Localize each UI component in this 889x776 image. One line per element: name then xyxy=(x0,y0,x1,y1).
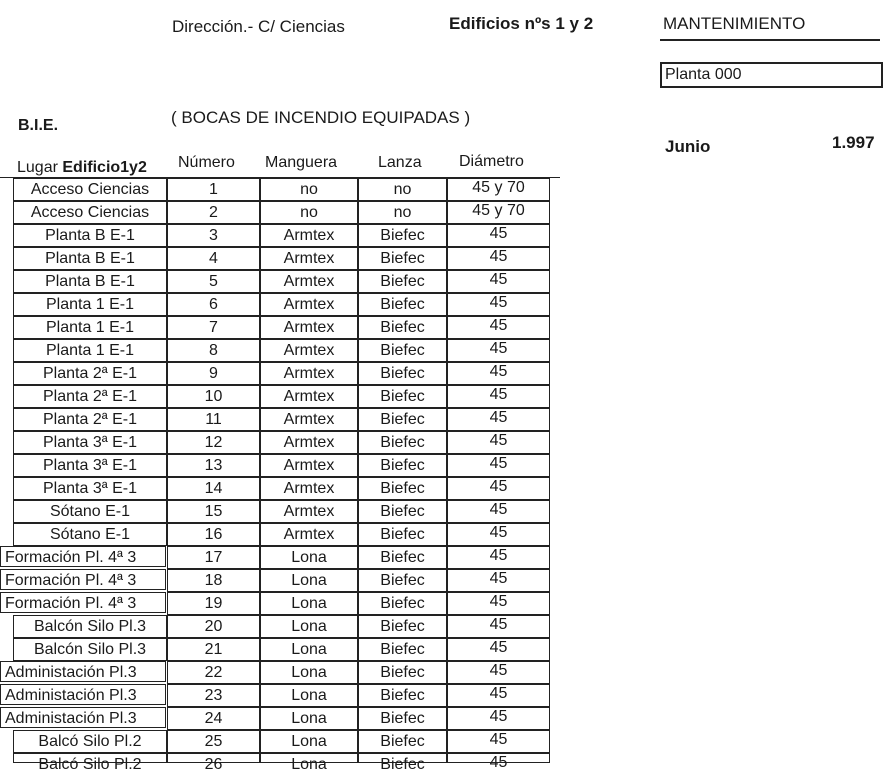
table-row xyxy=(0,569,560,592)
cell-numero: 18 xyxy=(167,569,260,592)
cell-lanza: Biefec xyxy=(358,500,447,523)
cell-manguera: Lona xyxy=(260,753,358,763)
cell-diametro: 45 xyxy=(447,454,550,477)
cell-lugar: Planta 3ª E-1 xyxy=(13,454,167,477)
cell-lugar: Formación Pl. 4ª 3 xyxy=(0,546,166,567)
cell-numero: 2 xyxy=(167,201,260,224)
cell-numero: 24 xyxy=(167,707,260,730)
cell-lugar: Planta 1 E-1 xyxy=(13,316,167,339)
cell-lanza: Biefec xyxy=(358,408,447,431)
cell-numero: 22 xyxy=(167,661,260,684)
cell-diametro: 45 xyxy=(447,362,550,385)
cell-diametro: 45 xyxy=(447,247,550,270)
cell-lugar: Acceso Ciencias xyxy=(13,178,167,201)
table-row xyxy=(0,408,560,431)
table-row xyxy=(0,454,560,477)
cell-lugar: Planta 1 E-1 xyxy=(13,339,167,362)
title-underline xyxy=(660,39,880,41)
cell-lugar: Administación Pl.3 xyxy=(0,707,166,728)
cell-lugar: Planta 2ª E-1 xyxy=(13,408,167,431)
cell-numero: 21 xyxy=(167,638,260,661)
section-code: B.I.E. xyxy=(18,117,59,134)
header-lugar-prefix: Lugar xyxy=(17,159,63,176)
cell-lugar: Balcón Silo Pl.3 xyxy=(13,615,167,638)
cell-diametro: 45 xyxy=(447,592,550,615)
cell-lugar: Balcó Silo Pl.2 xyxy=(13,730,167,753)
cell-lanza: Biefec xyxy=(358,707,447,730)
cell-numero: 19 xyxy=(167,592,260,615)
cell-numero: 25 xyxy=(167,730,260,753)
cell-lanza: Biefec xyxy=(358,523,447,546)
cell-lanza: Biefec xyxy=(358,638,447,661)
cell-lanza: Biefec xyxy=(358,293,447,316)
cell-diametro: 45 xyxy=(447,753,550,763)
cell-lanza: Biefec xyxy=(358,477,447,500)
cell-manguera: Armtex xyxy=(260,362,358,385)
cell-numero: 10 xyxy=(167,385,260,408)
cell-manguera: Armtex xyxy=(260,247,358,270)
cell-numero: 9 xyxy=(167,362,260,385)
table-row xyxy=(0,385,560,408)
cell-manguera: Lona xyxy=(260,661,358,684)
cell-manguera: Lona xyxy=(260,638,358,661)
cell-manguera: no xyxy=(260,178,358,201)
cell-lanza: Biefec xyxy=(358,362,447,385)
report-year: 1.997 xyxy=(832,133,875,152)
cell-lugar: Planta 2ª E-1 xyxy=(13,385,167,408)
buildings-label: Edificios nºs 1 y 2 xyxy=(449,14,594,33)
header-lugar-building: Edificio1y2 xyxy=(62,159,147,176)
cell-numero: 23 xyxy=(167,684,260,707)
cell-diametro: 45 xyxy=(447,707,550,730)
table-row xyxy=(0,178,560,201)
cell-manguera: Armtex xyxy=(260,500,358,523)
cell-lanza: Biefec xyxy=(358,270,447,293)
cell-manguera: Armtex xyxy=(260,270,358,293)
table-row xyxy=(0,339,560,362)
hydrant-table xyxy=(0,153,560,776)
table-row xyxy=(0,270,560,293)
cell-lugar: Administación Pl.3 xyxy=(0,661,166,682)
cell-lanza: Biefec xyxy=(358,753,447,763)
cell-manguera: Armtex xyxy=(260,431,358,454)
table-row xyxy=(0,684,560,707)
cell-lugar: Sótano E-1 xyxy=(13,523,167,546)
table-row xyxy=(0,293,560,316)
cell-lanza: Biefec xyxy=(358,339,447,362)
header-manguera: Manguera xyxy=(265,154,338,171)
cell-manguera: Armtex xyxy=(260,408,358,431)
cell-lugar: Planta 3ª E-1 xyxy=(13,477,167,500)
cell-diametro: 45 xyxy=(447,431,550,454)
table-row xyxy=(0,500,560,523)
table-row xyxy=(0,661,560,684)
cell-lugar: Planta 2ª E-1 xyxy=(13,362,167,385)
table-row xyxy=(0,362,560,385)
cell-diametro: 45 xyxy=(447,638,550,661)
cell-diametro: 45 xyxy=(447,730,550,753)
cell-lanza: Biefec xyxy=(358,385,447,408)
cell-numero: 4 xyxy=(167,247,260,270)
cell-lugar: Formación Pl. 4ª 3 xyxy=(0,569,166,590)
address-label: Dirección.- C/ Ciencias xyxy=(172,17,345,36)
cell-manguera: Lona xyxy=(260,592,358,615)
cell-diametro: 45 xyxy=(447,339,550,362)
cell-numero: 13 xyxy=(167,454,260,477)
table-row xyxy=(0,477,560,500)
cell-diametro: 45 xyxy=(447,615,550,638)
cell-diametro: 45 y 70 xyxy=(447,178,550,201)
cell-lugar: Balcó Silo Pl.2 xyxy=(13,753,167,763)
header-numero: Número xyxy=(178,154,235,171)
cell-lanza: Biefec xyxy=(358,224,447,247)
cell-lugar: Planta B E-1 xyxy=(13,247,167,270)
cell-lugar: Formación Pl. 4ª 3 xyxy=(0,592,166,613)
cell-diametro: 45 xyxy=(447,546,550,569)
cell-numero: 5 xyxy=(167,270,260,293)
header-lanza: Lanza xyxy=(378,154,422,171)
cell-lanza: Biefec xyxy=(358,546,447,569)
table-row xyxy=(0,638,560,661)
table-row xyxy=(0,316,560,339)
cell-lanza: Biefec xyxy=(358,615,447,638)
cell-lanza: no xyxy=(358,178,447,201)
cell-manguera: Lona xyxy=(260,684,358,707)
cell-numero: 20 xyxy=(167,615,260,638)
cell-lugar: Planta B E-1 xyxy=(13,224,167,247)
cell-diametro: 45 xyxy=(447,293,550,316)
cell-diametro: 45 xyxy=(447,684,550,707)
cell-lanza: Biefec xyxy=(358,569,447,592)
cell-manguera: Armtex xyxy=(260,293,358,316)
table-row xyxy=(0,431,560,454)
cell-lanza: Biefec xyxy=(358,247,447,270)
cell-lanza: Biefec xyxy=(358,684,447,707)
cell-numero: 7 xyxy=(167,316,260,339)
cell-diametro: 45 xyxy=(447,316,550,339)
department-title: MANTENIMIENTO xyxy=(663,14,806,33)
cell-diametro: 45 xyxy=(447,408,550,431)
cell-diametro: 45 xyxy=(447,523,550,546)
cell-numero: 3 xyxy=(167,224,260,247)
table-row xyxy=(0,201,560,224)
cell-numero: 16 xyxy=(167,523,260,546)
cell-manguera: Lona xyxy=(260,569,358,592)
cell-diametro: 45 xyxy=(447,500,550,523)
table-row xyxy=(0,615,560,638)
cell-lanza: Biefec xyxy=(358,730,447,753)
table-row xyxy=(0,224,560,247)
floor-box: Planta 000 xyxy=(660,62,883,88)
cell-lanza: Biefec xyxy=(358,661,447,684)
table-row xyxy=(0,546,560,569)
cell-lanza: Biefec xyxy=(358,454,447,477)
cell-lanza: Biefec xyxy=(358,316,447,339)
cell-lugar: Administación Pl.3 xyxy=(0,684,166,705)
cell-lanza: Biefec xyxy=(358,431,447,454)
cell-lanza: Biefec xyxy=(358,592,447,615)
cell-manguera: Armtex xyxy=(260,454,358,477)
cell-lugar: Acceso Ciencias xyxy=(13,201,167,224)
cell-manguera: Armtex xyxy=(260,316,358,339)
table-row xyxy=(0,730,560,753)
header-diametro: Diámetro xyxy=(459,153,524,170)
cell-manguera: Lona xyxy=(260,707,358,730)
cell-numero: 8 xyxy=(167,339,260,362)
report-month: Junio xyxy=(665,137,711,156)
cell-manguera: Lona xyxy=(260,546,358,569)
cell-numero: 14 xyxy=(167,477,260,500)
header-lugar xyxy=(17,159,147,177)
cell-manguera: no xyxy=(260,201,358,224)
cell-diametro: 45 xyxy=(447,270,550,293)
cell-diametro: 45 xyxy=(447,477,550,500)
table-row xyxy=(0,592,560,615)
cell-numero: 15 xyxy=(167,500,260,523)
cell-manguera: Armtex xyxy=(260,339,358,362)
cell-lugar: Planta 1 E-1 xyxy=(13,293,167,316)
table-row xyxy=(0,707,560,730)
cell-diametro: 45 xyxy=(447,661,550,684)
cell-diametro: 45 y 70 xyxy=(447,201,550,224)
table-row xyxy=(0,247,560,270)
cell-numero: 1 xyxy=(167,178,260,201)
table-header xyxy=(0,153,560,177)
cell-manguera: Armtex xyxy=(260,477,358,500)
table-row xyxy=(0,523,560,546)
cell-manguera: Armtex xyxy=(260,385,358,408)
cell-manguera: Lona xyxy=(260,730,358,753)
cell-manguera: Lona xyxy=(260,615,358,638)
section-description: ( BOCAS DE INCENDIO EQUIPADAS ) xyxy=(171,108,471,127)
cell-numero: 12 xyxy=(167,431,260,454)
cell-numero: 6 xyxy=(167,293,260,316)
cell-lugar: Balcón Silo Pl.3 xyxy=(13,638,167,661)
cell-numero: 17 xyxy=(167,546,260,569)
cell-diametro: 45 xyxy=(447,224,550,247)
cell-lugar: Planta 3ª E-1 xyxy=(13,431,167,454)
cell-numero: 26 xyxy=(167,753,260,763)
cell-lugar: Sótano E-1 xyxy=(13,500,167,523)
cell-diametro: 45 xyxy=(447,385,550,408)
cell-manguera: Armtex xyxy=(260,224,358,247)
cell-numero: 11 xyxy=(167,408,260,431)
table-row xyxy=(0,753,560,776)
cell-lugar: Planta B E-1 xyxy=(13,270,167,293)
table-body xyxy=(0,177,560,776)
cell-diametro: 45 xyxy=(447,569,550,592)
cell-manguera: Armtex xyxy=(260,523,358,546)
cell-lanza: no xyxy=(358,201,447,224)
